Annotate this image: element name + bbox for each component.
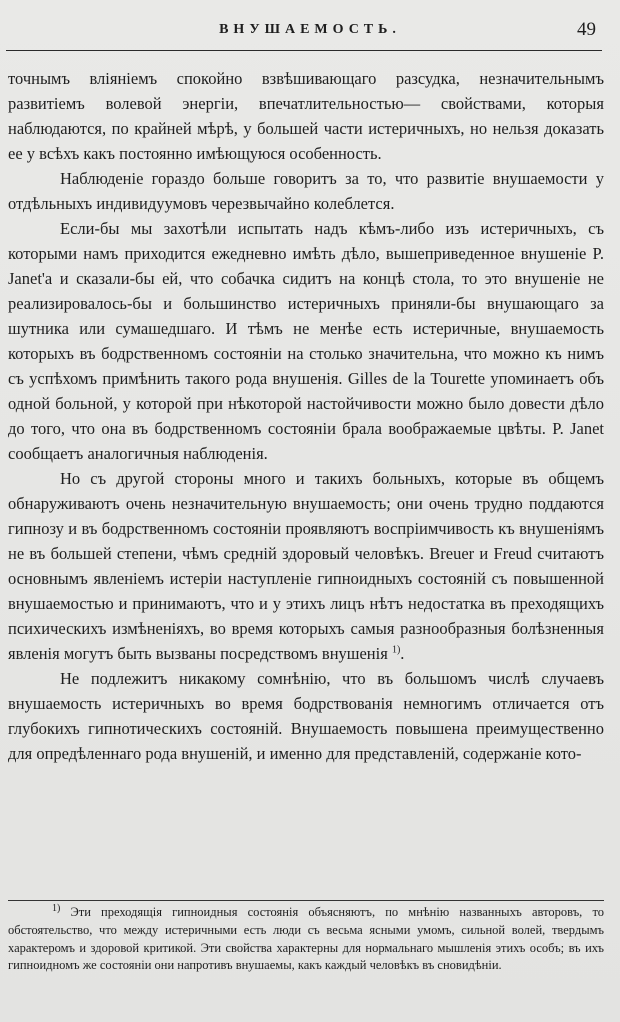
page-number: 49 xyxy=(577,19,596,40)
footnote-divider xyxy=(8,900,604,901)
header-rule xyxy=(6,50,602,51)
footnote-paragraph xyxy=(8,904,604,975)
paragraph-4: Но съ другой стороны много и такихъ больныхъ, которые въ общемъ обнаруживаютъ очень незначительную внушаемость; они очень трудно поддаются гипнозу и въ бодрственномъ состояніи проявляютъ воспріимчивость къ внушеніямъ не въ большей степени, чѣмъ средній здоровый человѣкъ. Breuer и Freud считаютъ основнымъ явленіемъ истеріи наступленіе гипноидныхъ состояній съ повышенной внушаемостью и принимаютъ, что и у этихъ лицъ нѣтъ недостатка въ преходящихъ психическихъ измѣненіяхъ, во время которыхъ самыя разнообразныя болѣзненныя явленія могутъ быть вызваны посредствомъ внушенія $^{1)}$. xyxy=(8,469,604,663)
paragraph-2: Наблюденіе гораздо больше говоритъ за то, что развитіе внушаемости у отдѣльныхъ индивидуумовъ черезвычайно колеблется. xyxy=(8,169,604,213)
running-title: ВНУШАЕМОСТЬ. xyxy=(219,22,401,37)
footnote-reference[interactable]: 1) xyxy=(391,644,401,656)
paragraph-5: Не подлежитъ никакому сомнѣнію, что въ большомъ числѣ случаевъ внушаемость истеричныхъ во время бодрствованія немногимъ отличается отъ глубокихъ гипнотическихъ состояній. Внушаемость повышена преимущественно для опредѣленнаго рода внушеній, и именно для представленій, содержаніе кото- xyxy=(8,669,604,763)
paragraph-1: точнымъ вліяніемъ спокойно взвѣшивающаго разсудка, незначительнымъ развитіемъ волевой энергіи, впечатлительностью— свойствами, которыя наблюдаются, по крайней мѣрѣ, у большей части истеричныхъ, но нельзя доказать ее у всѣхъ какъ постоянно имѣющуюся особенность. xyxy=(8,69,604,163)
main-text xyxy=(8,66,604,766)
footnote-text: Эти преходящія гипноидныя состоянія объясняютъ, по мнѣнію названныхъ авторовъ, то обстоятельство, что между истеричными есть люди съ весьма ясными умомъ, сильной волей, твердымъ характеромъ и здоровой критикой. Эти свойства характерны для нормальнаго мышленія этихъ особъ; въ ихъ гипноидномъ же состояніи они напротивъ внушаемы, какъ каждый человѣкъ въ сновидѣніи. xyxy=(8,905,604,973)
footnote xyxy=(8,904,604,975)
paragraph-3: Если-бы мы захотѣли испытать надъ кѣмъ-либо изъ истеричныхъ, съ которыми намъ приходится ежедневно имѣть дѣло, вышеприведенное внушеніе P. Janet'a и сказали-бы ей, что собачка сидитъ на концѣ стола, то это внушеніе не реализировалось-бы и большинство истеричныхъ приняли-бы внушающаго за шутника или сумашедшаго. И тѣмъ не менѣе есть истеричные, внушаемость которыхъ въ бодрственномъ состояніи на столько значительна, что можно къ нимъ съ успѣхомъ примѣнить такого рода внушенія. Gilles de la Tourette упоминаетъ объ одной больной, у которой при нѣкоторой настойчивости можно было довести дѣло до того, что она въ бодрственномъ состояніи брала воображаемые цвѣты. P. Janet сообщаетъ аналогичныя наблюденія. xyxy=(8,219,604,463)
page-header xyxy=(0,19,620,42)
paragraph-4-text: Но съ другой стороны много и такихъ больныхъ, которые въ общемъ обнаруживаютъ очень незначительную внушаемость; они очень трудно поддаются гипнозу и въ бодрственномъ состояніи проявляютъ воспріимчивость къ внушеніямъ не въ большей степени, чѣмъ средній здоровый человѣкъ. Breuer и Freud считаютъ основнымъ явленіемъ истеріи наступленіе гипноидныхъ состояній съ повышенной внушаемостью и принимаютъ, что и у этихъ лицъ нѣтъ недостатка въ преходящихъ психическихъ измѣненіяхъ, во время которыхъ самыя разнообразныя болѣзненныя явленія могутъ быть вызваны посредствомъ внушенія xyxy=(8,469,604,663)
footnote-marker: 1) xyxy=(52,902,61,914)
